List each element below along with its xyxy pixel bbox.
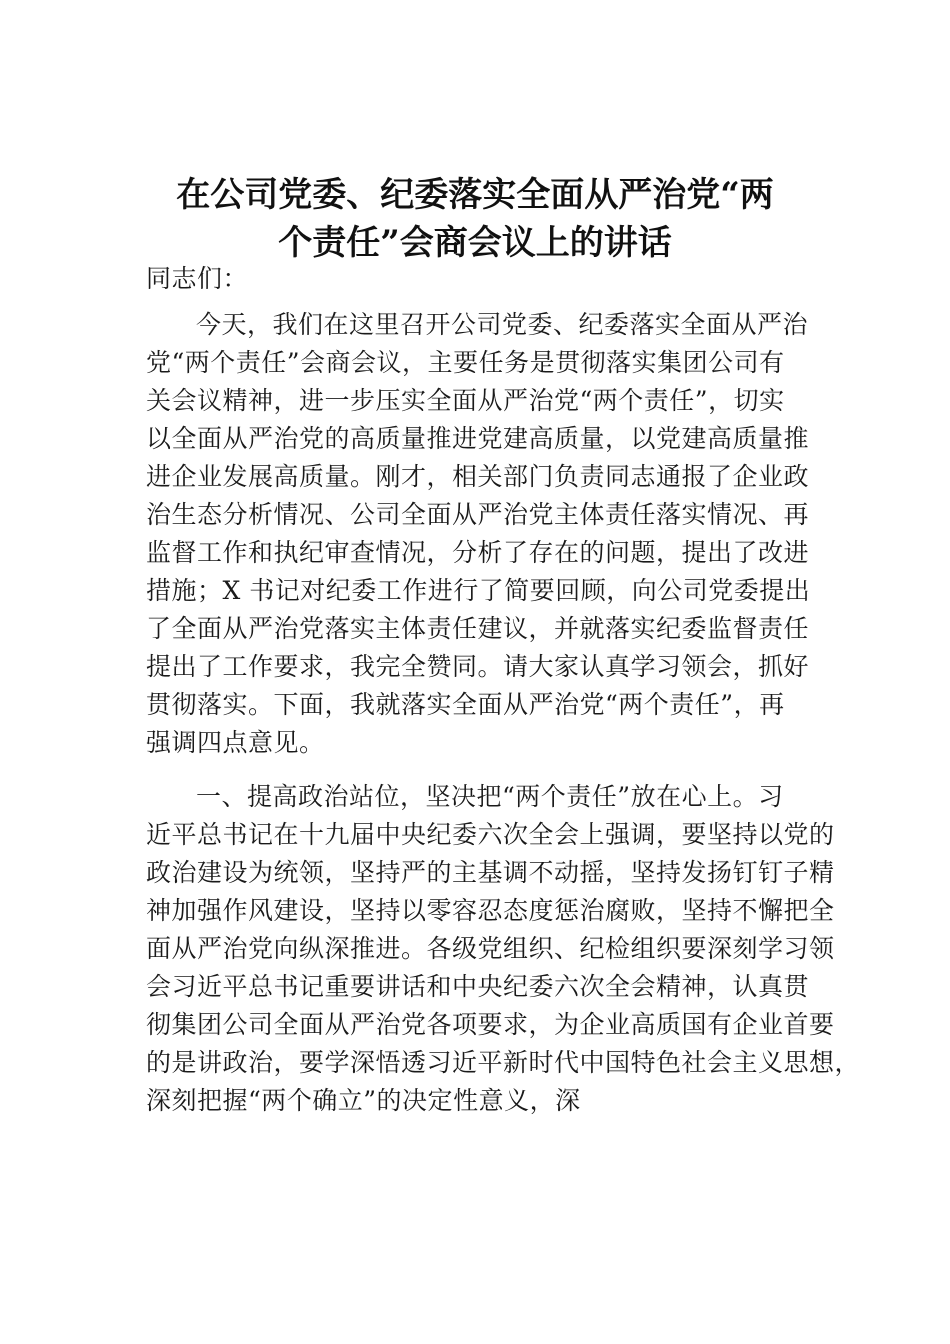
- paragraph-1-line: 关会议精神，进一步压实全面从严治党“两个责任”，切实: [146, 386, 785, 415]
- salutation: 同志们：: [146, 264, 249, 293]
- paragraph-1-line: 以全面从严治党的高质量推进党建高质量，以党建高质量推: [146, 424, 810, 453]
- paragraph-1-line: 提出了工作要求，我完全赞同。请大家认真学习领会，抓好: [146, 652, 810, 681]
- paragraph-2-line: 近平总书记在十九届中央纪委六次全会上强调，要坚持以党的: [146, 820, 835, 849]
- paragraph-1-line: 进企业发展高质量。刚才，相关部门负责同志通报了企业政: [146, 462, 810, 491]
- paragraph-1-line: 治生态分析情况、公司全面从严治党主体责任落实情况、再: [146, 500, 810, 529]
- document-title-line-2: 个责任”会商会议上的讲话: [278, 223, 672, 263]
- paragraph-1-line: 措施；X 书记对纪委工作进行了简要回顾，向公司党委提出: [146, 576, 811, 605]
- document-title-line-1: 在公司党委、纪委落实全面从严治党“两: [176, 175, 774, 215]
- paragraph-1-line: 监督工作和执纪审查情况，分析了存在的问题，提出了改进: [146, 538, 810, 567]
- paragraph-2-line: 面从严治党向纵深推进。各级党组织、纪检组织要深刻学习领: [146, 934, 835, 963]
- paragraph-2-line: 一、提高政治站位，坚决把“两个责任”放在心上。习: [196, 782, 784, 811]
- paragraph-1-line: 了全面从严治党落实主体责任建议，并就落实纪委监督责任: [146, 614, 810, 643]
- paragraph-1-line: 党“两个责任”会商会议，主要任务是贯彻落实集团公司有: [146, 348, 785, 377]
- paragraph-1-line: 强调四点意见。: [146, 728, 325, 757]
- paragraph-2-line: 深刻把握“两个确立”的决定性意义，深: [146, 1086, 581, 1115]
- paragraph-1-line: 贯彻落实。下面，我就落实全面从严治党“两个责任”，再: [146, 690, 785, 719]
- paragraph-1-line: 今天，我们在这里召开公司党委、纪委落实全面从严治: [196, 310, 809, 339]
- paragraph-2-line: 的是讲政治，要学深悟透习近平新时代中国特色社会主义思想，: [146, 1048, 861, 1077]
- paragraph-2-line: 彻集团公司全面从严治党各项要求，为企业高质国有企业首要: [146, 1010, 835, 1039]
- paragraph-2-line: 会习近平总书记重要讲话和中央纪委六次全会精神，认真贯: [146, 972, 810, 1001]
- paragraph-2-line: 政治建设为统领，坚持严的主基调不动摇，坚持发扬钉钉子精: [146, 858, 835, 887]
- paragraph-2-line: 神加强作风建设，坚持以零容忍态度惩治腐败，坚持不懈把全: [146, 896, 835, 925]
